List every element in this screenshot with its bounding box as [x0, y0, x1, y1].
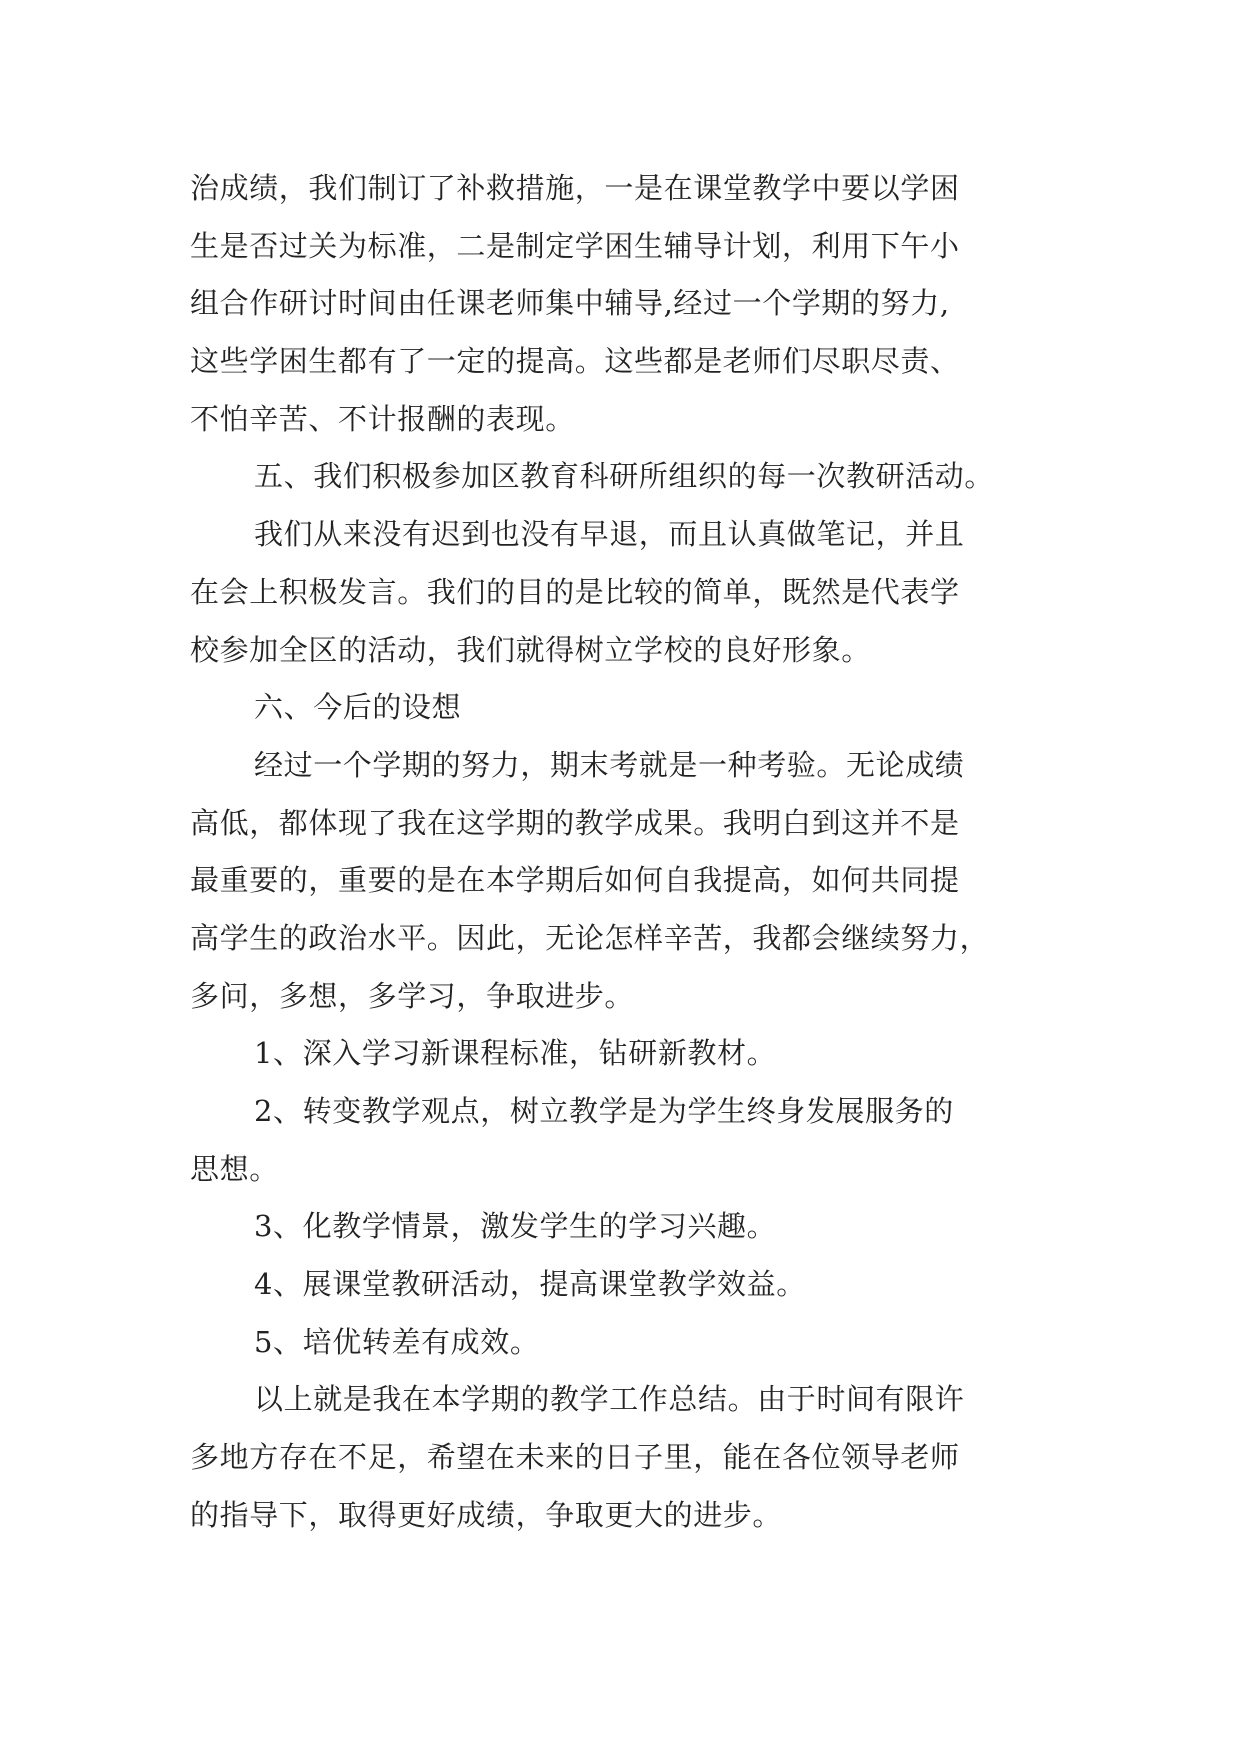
- text-line: 4、展课堂教研活动，提高课堂教学效益。: [254, 1267, 806, 1302]
- text-line: 高学生的政治水平。因此，无论怎样辛苦，我都会继续努力，: [190, 920, 990, 955]
- text-line: 高低，都体现了我在这学期的教学成果。我明白到这并不是: [190, 805, 960, 840]
- text-line: 多地方存在不足，希望在未来的日子里，能在各位领导老师: [190, 1440, 960, 1475]
- text-line: 1、深入学习新课程标准，钻研新教材。: [254, 1036, 777, 1071]
- text-line: 我们从来没有迟到也没有早退，而且认真做笔记，并且: [254, 517, 965, 552]
- text-line: 六、今后的设想: [254, 690, 462, 725]
- text-line: 思想。: [190, 1151, 279, 1186]
- text-line: 经过一个学期的努力，期末考就是一种考验。无论成绩: [254, 747, 965, 782]
- text-line: 治成绩，我们制订了补救措施，一是在课堂教学中要以学困: [190, 171, 960, 205]
- text-line: 2、转变教学观点，树立教学是为学生终身发展服务的: [254, 1094, 954, 1128]
- text-line: 这些学困生都有了一定的提高。这些都是老师们尽职尽责、: [190, 344, 960, 379]
- document-body: [190, 160, 1090, 1545]
- text-line: 五、我们积极参加区教育科研所组织的每一次教研活动。: [254, 459, 995, 494]
- text-line: 组合作研讨时间由任课老师集中辅导,经过一个学期的努力,: [190, 286, 950, 321]
- text-line: 以上就是我在本学期的教学工作总结。由于时间有限许: [254, 1382, 965, 1417]
- text-line: 在会上积极发言。我们的目的是比较的简单，既然是代表学: [190, 574, 960, 609]
- text-line: 5、培优转差有成效。: [254, 1324, 540, 1359]
- text-line: 最重要的，重要的是在本学期后如何自我提高，如何共同提: [190, 863, 960, 898]
- text-line: 生是否过关为标准，二是制定学困生辅导计划，利用下午小: [190, 228, 960, 263]
- text-line: 校参加全区的活动，我们就得树立学校的良好形象。: [190, 632, 871, 667]
- text-line: 不怕辛苦、不计报酬的表现。: [190, 401, 575, 436]
- text-line: 的指导下，取得更好成绩，争取更大的进步。: [190, 1497, 783, 1532]
- text-line: 多问，多想，多学习，争取进步。: [190, 978, 635, 1013]
- text-line: 3、化教学情景，激发学生的学习兴趣。: [254, 1209, 777, 1244]
